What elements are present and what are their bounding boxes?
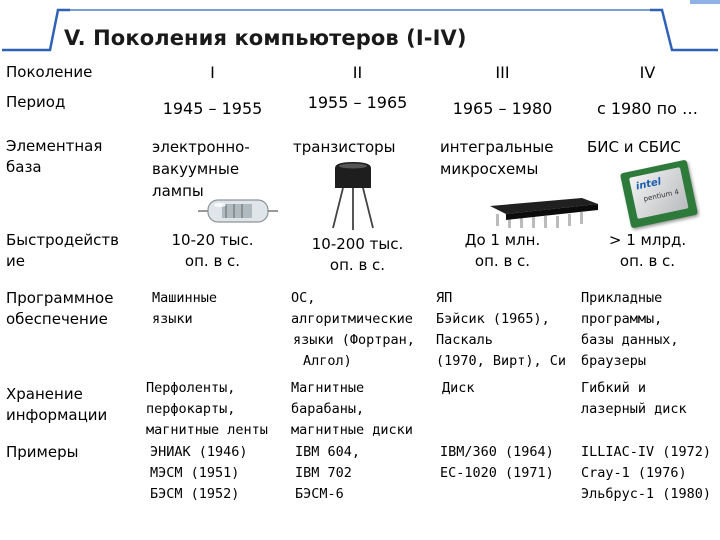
generation-2: II [352, 63, 363, 82]
cell-line: лазерный диск [581, 401, 687, 417]
storage-2 [285, 378, 430, 441]
cell-line: Бэйсик (1965), [436, 311, 550, 327]
frame-line-left [2, 10, 70, 50]
software-4 [575, 288, 720, 372]
examples-3 [430, 442, 575, 484]
cell-line: базы данных, [581, 332, 679, 348]
generations-table [0, 62, 720, 532]
row-label-examples: Примеры [6, 443, 79, 461]
table-row-examples [0, 442, 720, 532]
cell-line: > 1 млрд. [608, 231, 687, 249]
cell-line: 10-200 тыс. [311, 235, 404, 253]
element-base-4 [575, 136, 720, 158]
cell-line: БЭСМ (1952) [150, 486, 240, 502]
cell-line: Прикладные [581, 290, 663, 306]
row-label-line: Элементная [6, 137, 103, 155]
cell-line: ILLIAC-IV (1972) [581, 444, 712, 460]
cell-line: Машинные [152, 290, 218, 306]
cell-line: МЭСМ (1951) [150, 465, 240, 481]
cell-line: Перфоленты, [146, 380, 236, 396]
examples-1 [140, 442, 285, 505]
row-label-line: база [6, 158, 42, 176]
cell-line: ЯП [436, 290, 453, 306]
table-row-software [0, 288, 720, 378]
cell-line: микросхемы [440, 160, 539, 178]
speed-4 [575, 230, 720, 272]
cell-line: оп. в с. [474, 252, 531, 270]
table-row-storage [0, 378, 720, 442]
page-title: V. Поколения компьютеров (I-IV) [64, 26, 467, 50]
cell-line: оп. в с. [329, 256, 386, 274]
generation-1: I [210, 63, 215, 82]
pentium-label: pentium 4 [642, 187, 680, 204]
period-3: 1965 – 1980 [452, 99, 553, 118]
speed-1 [140, 230, 285, 272]
storage-3 [430, 378, 575, 399]
cell-line: программы, [581, 311, 663, 327]
cell-line: Паскаль [436, 332, 493, 348]
row-label-speed [0, 230, 140, 272]
cell-line: 10-20 тыс. [171, 231, 254, 249]
transistor-image [327, 162, 379, 232]
speed-3 [430, 230, 575, 272]
cell-line: вакуумные [152, 160, 240, 178]
software-1 [140, 288, 285, 330]
software-2 [285, 288, 430, 372]
cell-line: магнитные ленты [146, 422, 268, 438]
cell-line: Диск [442, 380, 475, 396]
cell-line: лампы [152, 182, 204, 200]
storage-1 [140, 378, 285, 441]
row-label-software [0, 288, 140, 330]
row-label-storage [0, 378, 140, 426]
cell-line: языки [152, 311, 193, 327]
cell-line: оп. в с. [184, 252, 241, 270]
row-label-line: ие [6, 252, 25, 270]
examples-4 [575, 442, 720, 505]
row-label-line: информации [6, 406, 108, 424]
cell-line: оп. в с. [619, 252, 676, 270]
cell-line: Эльбрус-1 (1980) [581, 486, 712, 502]
cell-line: БЭСМ-6 [295, 486, 344, 502]
generation-3: III [495, 63, 510, 82]
software-3 [430, 288, 575, 372]
intel-logo: intel [634, 176, 663, 193]
period-1: 1945 – 1955 [162, 99, 263, 118]
element-base-3 [430, 136, 575, 180]
cell-line: IBM/360 (1964) [440, 444, 554, 460]
row-label-line: обеспечение [6, 310, 108, 328]
cell-line: Алгол) [303, 353, 352, 369]
cell-line: IBM 702 [295, 465, 352, 481]
element-base-2 [285, 136, 430, 158]
row-label-period: Период [6, 93, 66, 111]
row-label-generation: Поколение [6, 63, 93, 81]
table-row-period [0, 92, 720, 136]
generation-4: IV [639, 63, 656, 82]
speed-2 [285, 230, 430, 276]
cell-line: До 1 млн. [464, 231, 541, 249]
cell-line: алгоритмические [291, 311, 413, 327]
cell-line: (1970, Вирт), Си [436, 353, 567, 369]
frame-accent-right [690, 0, 720, 4]
chip-lid [629, 167, 689, 219]
cell-line: ЕС-1020 (1971) [440, 465, 554, 481]
cell-line: транзисторы [293, 138, 396, 156]
row-label-line: Программное [6, 289, 114, 307]
cell-line: перфокарты, [146, 401, 236, 417]
cell-line: IBM 604, [295, 444, 361, 460]
row-label-element-base [0, 136, 140, 178]
cell-line: электронно- [152, 138, 250, 156]
cell-line: ОС, [291, 290, 316, 306]
period-4: с 1980 по … [596, 99, 699, 118]
cell-line: Магнитные [291, 380, 365, 396]
cell-line: барабаны, [291, 401, 365, 417]
table-row-element-base [0, 136, 720, 230]
cell-line: ЭНИАК (1946) [150, 444, 248, 460]
intel-pentium-processor-image [620, 160, 698, 229]
period-2: 1955 – 1965 [307, 93, 408, 112]
cell-line: интегральные [440, 138, 554, 156]
table-row-speed [0, 230, 720, 288]
row-label-line: Быстродейств [6, 231, 119, 249]
cell-line: магнитные диски [291, 422, 413, 438]
cell-line: браузеры [581, 353, 647, 369]
examples-2 [285, 442, 430, 505]
vacuum-tube-image [196, 194, 280, 228]
storage-4 [575, 378, 720, 420]
cell-line: Cray-1 (1976) [581, 465, 687, 481]
cell-line: Гибкий и [581, 380, 647, 396]
cell-line: языки (Фортран, [293, 332, 415, 348]
element-base-1 [140, 136, 285, 202]
cell-line: БИС и СБИС [587, 138, 681, 156]
frame-line-right [650, 10, 718, 50]
row-label-line: Хранение [6, 385, 83, 403]
table-row-generation [0, 62, 720, 92]
